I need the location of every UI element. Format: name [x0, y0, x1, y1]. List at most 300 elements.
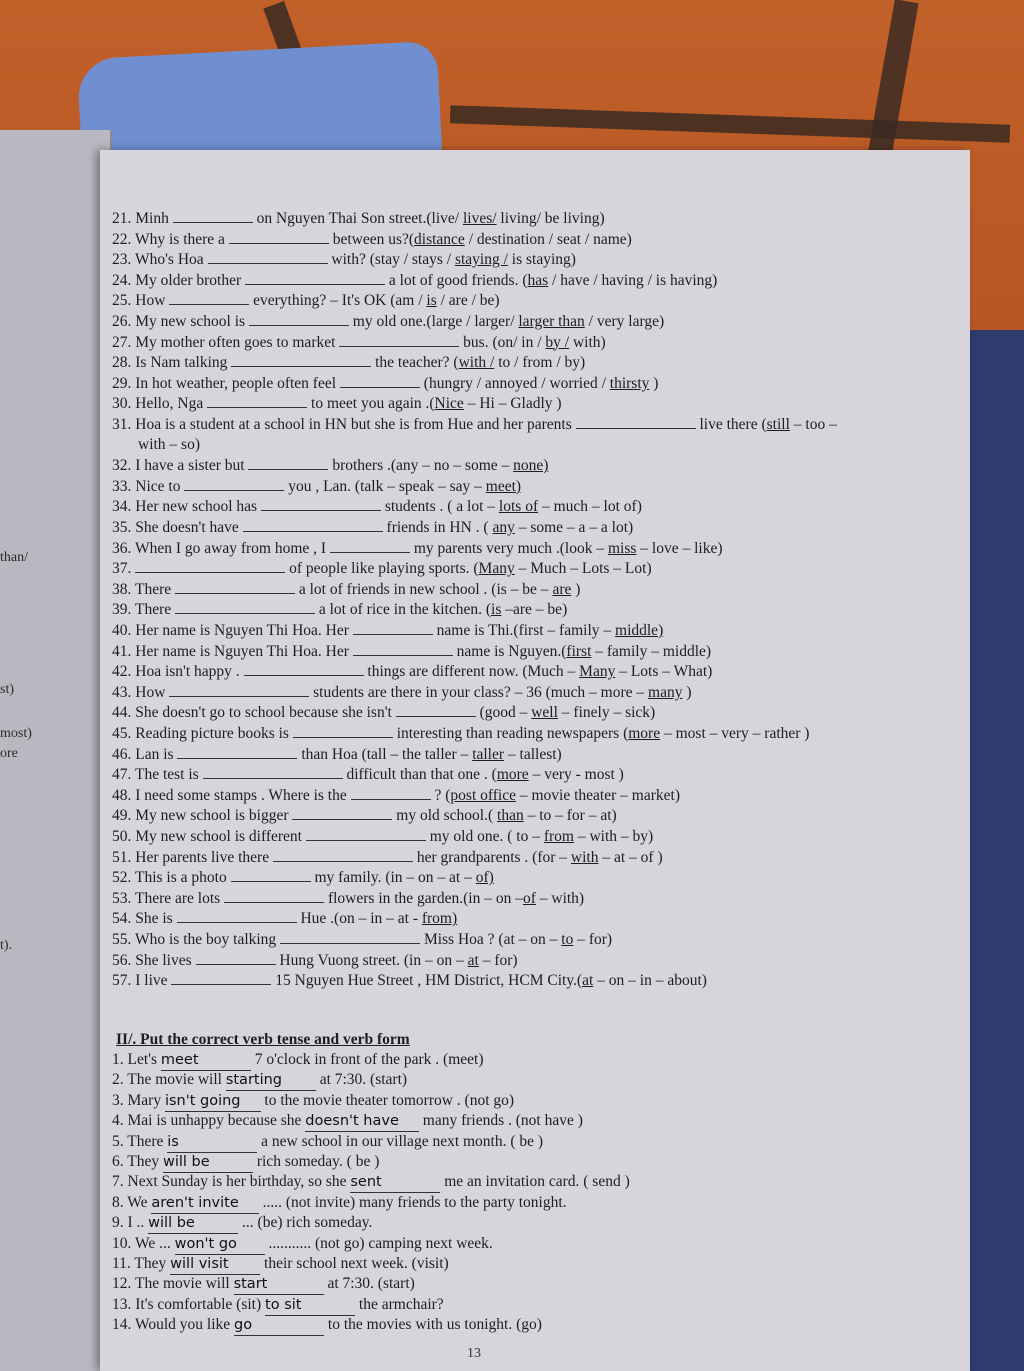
- exercise-line: [112, 888, 584, 909]
- item-number: 44.: [112, 704, 132, 722]
- exercise-line: [112, 476, 521, 497]
- item-options: – at – of ): [598, 848, 663, 866]
- exercise-line: [112, 496, 642, 517]
- item-text: my old one. ( to –: [429, 828, 544, 845]
- item-number: 1.: [112, 1051, 124, 1068]
- item-number: 38.: [112, 580, 132, 598]
- answer-blank[interactable]: [261, 496, 381, 511]
- handwritten-answer[interactable]: go: [234, 1315, 324, 1336]
- item-number: 25.: [112, 292, 132, 310]
- selected-answer: meet): [485, 477, 522, 495]
- item-text: My new school is different: [135, 828, 302, 845]
- item-text: a lot of friends in new school . (is – be –: [298, 580, 553, 598]
- item-text: It's comfortable (sit): [135, 1295, 262, 1313]
- item-number: 45.: [112, 725, 132, 742]
- item-text: Hoa isn't happy .: [135, 663, 240, 681]
- item-text: She doesn't go to school because she isn't: [135, 704, 392, 722]
- selected-answer: is: [426, 292, 437, 310]
- item-options: – some – a – a lot): [514, 519, 634, 536]
- item-text: name is Thi.(first – family –: [436, 622, 616, 639]
- handwritten-answer[interactable]: is: [167, 1132, 257, 1153]
- handwritten-answer[interactable]: to sit: [265, 1295, 355, 1316]
- item-text: my family. (in – on – at –: [314, 869, 476, 887]
- item-number: 46.: [112, 745, 132, 763]
- item-options: ): [571, 580, 581, 598]
- item-options: – for): [573, 931, 613, 948]
- exercise-line: [112, 661, 712, 682]
- handwritten-answer[interactable]: sent: [350, 1172, 440, 1193]
- verb-exercise-line: [112, 1254, 449, 1275]
- item-number: 43.: [112, 683, 132, 701]
- item-number: 37.: [112, 560, 132, 578]
- item-number: 12.: [112, 1275, 132, 1293]
- item-text: In hot weather, people often feel: [135, 374, 337, 392]
- handwritten-answer[interactable]: will be: [148, 1213, 238, 1234]
- handwritten-answer[interactable]: won't go: [175, 1234, 265, 1255]
- exercise-line: [112, 929, 612, 950]
- item-text: 7 o'clock in front of the park . (meet): [254, 1051, 484, 1068]
- item-number: 27.: [112, 333, 132, 351]
- answer-blank[interactable]: [396, 702, 476, 717]
- selected-answer: any: [492, 519, 515, 536]
- item-number: 28.: [112, 354, 132, 372]
- item-number: 21.: [112, 210, 132, 227]
- exercise-line: [112, 764, 624, 785]
- exercise-line: [112, 620, 663, 641]
- answer-blank[interactable]: [243, 517, 383, 532]
- selected-answer: from: [543, 828, 574, 845]
- exercise-line: [112, 723, 809, 744]
- verb-exercise-line: [112, 1274, 415, 1295]
- selected-answer: still: [766, 416, 790, 433]
- item-text: Would you like: [134, 1316, 231, 1334]
- selected-answer: thirsty: [609, 374, 650, 392]
- answer-blank[interactable]: [244, 661, 364, 676]
- exercise-line: [112, 414, 837, 435]
- exercise-line: [112, 785, 680, 806]
- item-number: 54.: [112, 910, 132, 928]
- selected-answer: from): [421, 910, 458, 928]
- item-number: 31.: [112, 416, 132, 433]
- selected-answer: with: [570, 848, 599, 866]
- item-number: 10.: [112, 1234, 132, 1252]
- answer-blank[interactable]: [184, 476, 284, 491]
- verb-exercise-line: [112, 1152, 379, 1173]
- answer-blank[interactable]: [292, 805, 392, 820]
- verb-exercise-line: [112, 1132, 543, 1153]
- verb-exercise-line: [112, 1295, 444, 1316]
- item-text: students are there in your class? – 36 (much – more –: [313, 683, 649, 701]
- item-number: 50.: [112, 828, 132, 845]
- answer-blank[interactable]: [248, 455, 328, 470]
- answer-blank[interactable]: [273, 847, 413, 862]
- item-text: We ...: [134, 1234, 171, 1252]
- item-options: – very - most ): [528, 766, 624, 784]
- selected-answer: Many: [579, 663, 616, 681]
- item-text: This is a photo: [134, 869, 227, 887]
- item-text: Nice to: [135, 477, 181, 495]
- item-text: My new school is: [135, 313, 246, 330]
- item-options: – Lots – What): [615, 663, 713, 681]
- answer-blank[interactable]: [293, 723, 393, 738]
- verb-exercise-line: [112, 1315, 542, 1336]
- item-text: a lot of good friends. (: [388, 271, 528, 289]
- verb-exercise-line: [112, 1193, 567, 1214]
- item-text: My mother often goes to market: [135, 333, 336, 351]
- item-options: / destination / seat / name): [464, 230, 632, 248]
- left-fragment: st): [0, 682, 14, 697]
- item-options: – much – lot of): [538, 498, 642, 516]
- handwritten-answer[interactable]: doesn't have: [305, 1111, 419, 1132]
- item-text: There: [134, 580, 172, 598]
- item-text: friends in HN . (: [386, 519, 493, 536]
- item-number: 6.: [112, 1153, 124, 1170]
- answer-blank[interactable]: [306, 826, 426, 841]
- item-number: 23.: [112, 251, 132, 269]
- item-options: – with – by): [573, 828, 654, 845]
- answer-blank[interactable]: [224, 888, 324, 903]
- selected-answer: more: [628, 725, 661, 742]
- handwritten-answer[interactable]: aren't invite: [151, 1193, 258, 1214]
- item-text: with – so): [138, 435, 200, 453]
- selected-answer: to: [561, 931, 574, 948]
- answer-blank[interactable]: [169, 682, 309, 697]
- exercise-line: [112, 950, 518, 971]
- selected-answer: taller: [472, 745, 505, 763]
- item-text: ... (be) rich someday.: [242, 1214, 373, 1232]
- item-options: – for): [478, 951, 518, 969]
- answer-blank[interactable]: [175, 579, 295, 594]
- item-text: Her name is Nguyen Thi Hoa. Her: [135, 622, 349, 639]
- exercise-line: [112, 558, 652, 579]
- left-fragment: most): [0, 726, 32, 741]
- item-text: things are different now. (Much –: [367, 663, 580, 681]
- handwritten-answer[interactable]: will visit: [170, 1254, 260, 1275]
- item-number: 57.: [112, 972, 132, 990]
- item-text: everything? – It's OK (am /: [253, 292, 427, 310]
- selected-answer: lives/: [462, 210, 497, 227]
- verb-exercise-line: [112, 1091, 514, 1112]
- item-number: 2.: [112, 1071, 124, 1089]
- item-number: 24.: [112, 271, 132, 289]
- item-text: (hungry / annoyed / worried /: [423, 374, 610, 392]
- item-options: – on – in – about): [593, 972, 707, 990]
- answer-blank[interactable]: [177, 744, 297, 759]
- item-number: 9.: [112, 1214, 124, 1232]
- item-number: 8.: [112, 1193, 124, 1211]
- item-text: their school next week. (visit): [264, 1255, 449, 1272]
- verb-exercise-line: [112, 1234, 493, 1255]
- item-text: many friends . (not have ): [422, 1112, 583, 1130]
- selected-answer: well: [531, 704, 558, 722]
- verb-exercise-line: [112, 1172, 630, 1193]
- handwritten-answer[interactable]: will be: [163, 1152, 253, 1173]
- exercise-line: [112, 682, 692, 703]
- item-options: – too –: [789, 416, 837, 433]
- item-number: 32.: [112, 457, 132, 475]
- item-number: 33.: [112, 477, 132, 495]
- item-number: 34.: [112, 498, 132, 516]
- item-text: She doesn't have: [135, 519, 239, 536]
- exercise-line: [112, 517, 633, 538]
- item-text: How: [135, 292, 166, 310]
- exercise-line: [112, 249, 576, 270]
- exercise-line: [112, 229, 632, 250]
- answer-blank[interactable]: [177, 908, 297, 923]
- item-text: Her name is Nguyen Thi Hoa. Her: [135, 642, 349, 660]
- item-text: They: [127, 1153, 160, 1170]
- item-number: 56.: [112, 951, 132, 969]
- exercise-line: [112, 908, 457, 929]
- item-text: Hello, Nga: [135, 395, 204, 413]
- item-text: Her parents live there: [135, 848, 270, 866]
- item-text: interesting than reading newspapers (: [396, 725, 629, 742]
- item-text: 15 Nguyen Hue Street , HM District, HCM City.(: [275, 972, 583, 990]
- handwritten-answer[interactable]: start: [234, 1274, 324, 1295]
- item-options: – finely – sick): [557, 704, 656, 722]
- item-number: 51.: [112, 848, 132, 866]
- left-fragment: than/: [0, 550, 28, 565]
- answer-blank[interactable]: [196, 950, 276, 965]
- answer-blank[interactable]: [231, 867, 311, 882]
- item-text: a lot of rice in the kitchen. (: [318, 601, 492, 619]
- answer-blank[interactable]: [340, 373, 420, 388]
- item-text: When I go away from home , I: [134, 539, 327, 557]
- answer-blank[interactable]: [330, 538, 410, 553]
- item-text: students . ( a lot –: [384, 498, 499, 516]
- item-text: ..... (not invite) many friends to the party tonight.: [262, 1193, 567, 1211]
- item-text: Minh: [135, 210, 169, 227]
- selected-answer: of): [475, 869, 494, 887]
- item-text: They: [134, 1255, 167, 1272]
- answer-blank[interactable]: [171, 970, 271, 985]
- item-number: 26.: [112, 313, 132, 330]
- item-text: name is Nguyen.(: [456, 642, 567, 660]
- item-text: than Hoa (tall – the taller –: [301, 745, 473, 763]
- item-text: ........... (not go) camping next week.: [268, 1234, 493, 1252]
- left-fragment: ore: [0, 746, 18, 761]
- item-text: I need some stamps . Where is the: [135, 786, 347, 804]
- item-number: 53.: [112, 889, 132, 907]
- item-text: I live: [135, 972, 168, 990]
- exercise-line: [112, 352, 585, 373]
- answer-blank[interactable]: [245, 270, 385, 285]
- selected-answer: at: [467, 951, 479, 969]
- item-text: me an invitation card. ( send ): [444, 1173, 630, 1191]
- exercise-line: [112, 311, 664, 332]
- answer-blank[interactable]: [169, 290, 249, 305]
- item-text: There: [127, 1132, 164, 1150]
- answer-blank[interactable]: [231, 352, 371, 367]
- item-text: There are lots: [134, 889, 221, 907]
- section-title: II/. Put the correct verb tense and verb form: [116, 1031, 410, 1048]
- answer-blank[interactable]: [280, 929, 420, 944]
- exercise-line: [112, 805, 617, 826]
- answer-blank[interactable]: [203, 764, 343, 779]
- item-options: – movie theater – market): [516, 786, 680, 804]
- answer-blank[interactable]: [135, 558, 285, 573]
- item-number: 52.: [112, 869, 132, 887]
- item-text: my parents very much .(look –: [413, 539, 608, 557]
- item-number: 42.: [112, 663, 132, 681]
- answer-blank[interactable]: [339, 332, 459, 347]
- item-text: We: [127, 1193, 148, 1211]
- item-text: My older brother: [135, 271, 242, 289]
- selected-answer: post office: [450, 786, 516, 804]
- answer-blank[interactable]: [576, 414, 696, 429]
- item-text: difficult than that one . (: [346, 766, 497, 784]
- verb-exercise-line: [112, 1070, 407, 1091]
- item-text: I ..: [127, 1214, 145, 1232]
- item-options: – with): [535, 889, 585, 907]
- item-number: 36.: [112, 539, 132, 557]
- item-text: to the movies with us tonight. (go): [327, 1316, 542, 1334]
- item-text: her grandparents . (for –: [416, 848, 571, 866]
- item-number: 47.: [112, 766, 132, 784]
- item-text: The movie will: [134, 1275, 230, 1293]
- selected-answer: lots of: [498, 498, 539, 516]
- selected-answer: more: [496, 766, 529, 784]
- item-text: I have a sister but: [135, 457, 245, 475]
- verb-exercise-line: [112, 1050, 484, 1071]
- exercise-line: [112, 847, 663, 868]
- item-options: – family – middle): [591, 642, 712, 660]
- exercise-line: [112, 332, 606, 353]
- answer-blank[interactable]: [353, 620, 433, 635]
- item-text: The test is: [134, 766, 199, 784]
- left-page: [0, 130, 112, 1371]
- item-options: with): [569, 333, 606, 351]
- item-text: with? (stay / stays /: [331, 251, 455, 269]
- item-text: brothers .(any – no – some –: [332, 457, 514, 475]
- item-options: –are – be): [501, 601, 568, 619]
- page-number: 13: [467, 1346, 481, 1361]
- item-number: 7.: [112, 1173, 124, 1191]
- selected-answer: Many: [478, 560, 515, 578]
- item-number: 13.: [112, 1295, 132, 1313]
- handwritten-answer[interactable]: meet: [161, 1050, 251, 1071]
- answer-blank[interactable]: [175, 599, 315, 614]
- item-text: you , Lan. (talk – speak – say –: [288, 477, 486, 495]
- item-text: Next Sunday is her birthday, so she: [127, 1173, 347, 1191]
- item-text: Her new school has: [135, 498, 258, 516]
- exercise-line: [112, 641, 711, 662]
- selected-answer: are: [552, 580, 572, 598]
- item-text: my old one.(large / larger/: [352, 313, 519, 330]
- item-options: – Hi – Gladly ): [463, 395, 562, 413]
- selected-answer: is: [491, 601, 502, 619]
- item-options: ): [649, 374, 659, 392]
- item-text: There: [134, 601, 172, 619]
- exercise-line: [112, 208, 605, 229]
- item-text: the armchair?: [358, 1295, 444, 1313]
- item-text: She is: [135, 910, 173, 928]
- item-text: Let's: [127, 1051, 157, 1068]
- exercise-line: [112, 702, 655, 723]
- item-text: Hue .(on – in – at -: [300, 910, 422, 928]
- item-number: 35.: [112, 519, 132, 536]
- item-number: 11.: [112, 1255, 131, 1272]
- item-text: my old school.(: [396, 807, 498, 825]
- item-number: 5.: [112, 1132, 124, 1150]
- item-number: 41.: [112, 642, 132, 660]
- item-text: Hung Vuong street. (in – on –: [279, 951, 468, 969]
- item-text: live there (: [699, 416, 767, 433]
- item-text: between us?(: [332, 230, 415, 248]
- item-options: – most – very – rather ): [660, 725, 810, 742]
- item-options: – tallest): [504, 745, 562, 763]
- item-text: Miss Hoa ? (at – on –: [423, 931, 562, 948]
- item-options: living/ be living): [496, 210, 605, 227]
- selected-answer: staying /: [454, 251, 508, 269]
- selected-answer: first: [566, 642, 592, 660]
- item-text: Mai is unhappy because she: [127, 1112, 302, 1130]
- exercise-line: [112, 744, 562, 765]
- selected-answer: with /: [458, 354, 495, 372]
- item-options: – love – like): [636, 539, 723, 557]
- answer-blank[interactable]: [351, 785, 431, 800]
- item-text: at 7:30. (start): [319, 1071, 408, 1089]
- item-options: – Much – Lots – Lot): [514, 560, 652, 578]
- selected-answer: many: [648, 683, 683, 701]
- handwritten-answer[interactable]: starting: [226, 1070, 316, 1091]
- item-number: 55.: [112, 931, 132, 948]
- selected-answer: of: [522, 889, 536, 907]
- item-options: – to – for – at): [523, 807, 617, 825]
- item-text: Who's Hoa: [134, 251, 204, 269]
- item-text: How: [135, 683, 166, 701]
- item-text: The movie will: [127, 1071, 222, 1089]
- item-text: a new school in our village next month. ( be ): [261, 1132, 544, 1150]
- item-options: / have / having / is having): [548, 271, 718, 289]
- item-text: Lan is: [135, 745, 174, 763]
- item-number: 39.: [112, 601, 132, 619]
- selected-answer: miss: [607, 539, 637, 557]
- selected-answer: Nice: [434, 395, 464, 413]
- answer-blank[interactable]: [229, 229, 329, 244]
- exercise-line: [112, 393, 562, 414]
- item-text: (good –: [479, 704, 532, 722]
- item-text: at 7:30. (start): [327, 1275, 415, 1293]
- answer-blank[interactable]: [353, 641, 453, 656]
- answer-blank[interactable]: [207, 393, 307, 408]
- item-number: 49.: [112, 807, 132, 825]
- item-text: Why is there a: [134, 230, 225, 248]
- item-text: She lives: [135, 951, 192, 969]
- item-text: to meet you again .(: [311, 395, 435, 413]
- item-number: 14.: [112, 1316, 132, 1334]
- item-text: bus. (on/ in /: [463, 333, 546, 351]
- item-options: / very large): [584, 313, 665, 330]
- item-number: 30.: [112, 395, 132, 413]
- selected-answer: has: [527, 271, 549, 289]
- verb-exercise-line: [112, 1111, 583, 1132]
- item-options: / are / be): [436, 292, 500, 310]
- item-options: (live/: [426, 210, 463, 227]
- answer-blank[interactable]: [173, 208, 253, 223]
- exercise-line: [112, 867, 494, 888]
- selected-answer: at: [582, 972, 594, 990]
- answer-blank[interactable]: [249, 311, 349, 326]
- item-text: Is Nam talking: [135, 354, 228, 372]
- selected-answer: than: [497, 807, 524, 825]
- handwritten-answer[interactable]: isn't going: [165, 1091, 261, 1112]
- item-number: 22.: [112, 230, 132, 248]
- answer-blank[interactable]: [208, 249, 328, 264]
- item-number: 29.: [112, 374, 132, 392]
- exercise-line: [112, 599, 567, 620]
- item-text: ? (: [434, 786, 451, 804]
